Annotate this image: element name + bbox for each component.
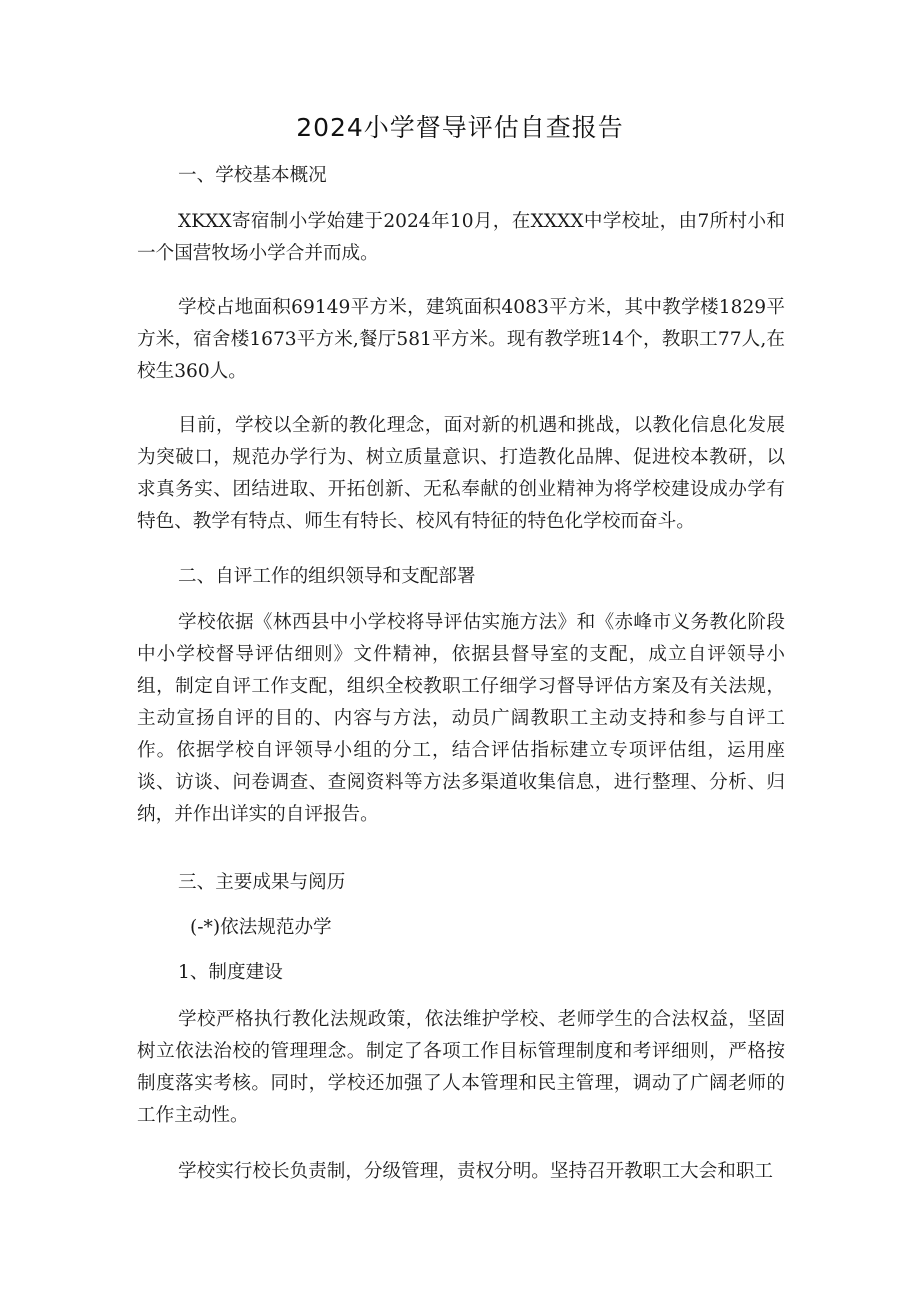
section-heading-achievements: 三、主要成果与阅历 xyxy=(178,872,346,893)
item-heading-system-building: 1、制度建设 xyxy=(178,962,283,983)
section-heading-organization: 二、自评工作的组织领导和支配部署 xyxy=(178,566,476,587)
paragraph-school-founding: XKXX寄宿制小学始建于2024年10月，在XXXX中学校址，由7所村小和一个国营牧场小学合并而成。 xyxy=(137,211,785,264)
paragraph-principal-responsibility: 学校实行校长负责制，分级管理，责权分明。坚持召开教职工大会和职工 xyxy=(178,1161,774,1182)
document-title: 2024小学督导评估自查报告 xyxy=(296,113,624,142)
paragraph-self-evaluation-process: 学校依据《林西县中小学校将导评估实施方法》和《赤峰市义务教化阶段中小学校督导评估细则》文件精神，依据县督导室的支配，成立自评领导小组，制定自评工作支配，组织全校教职工仔细学习督导评估方案及有关法规，主动宣扬自评的目的、内容与方法，动员广阔教职工主动支持和参与自评工作。依据学校自评领导小组的分工，结合评估指标建立专项评估组，运用座谈、访谈、问卷调查、查阅资料等方法多渠道收集信息，进行整理、分析、归纳，并作出详实的自评报告。 xyxy=(137,612,785,825)
paragraph-policy-implementation: 学校严格执行教化法规政策，依法维护学校、老师学生的合法权益，坚固树立依法治校的管理理念。制定了各项工作目标管理制度和考评细则，严格按制度落实考核。同时，学校还加强了人本管理和民主管理，调动了广阔老师的工作主动性。 xyxy=(137,1009,785,1126)
subsection-heading-lawful-operation: (-*)依法规范办学 xyxy=(190,917,332,938)
paragraph-school-area: 学校占地面积69149平方米，建筑面积4083平方米，其中教学楼1829平方米，宿舍楼1673平方米,餐厅581平方米。现有教学班14个，教职工77人,在校生360人。 xyxy=(137,297,785,382)
section-heading-basic-overview: 一、学校基本概况 xyxy=(178,165,327,186)
paragraph-school-philosophy: 目前，学校以全新的教化理念，面对新的机遇和挑战，以教化信息化发展为突破口，规范办学行为、树立质量意识、打造教化品牌、促进校本教研，以求真务实、团结进取、开拓创新、无私奉献的创业精神为将学校建设成办学有特色、教学有特点、师生有特长、校风有特征的特色化学校而奋斗。 xyxy=(137,415,785,532)
